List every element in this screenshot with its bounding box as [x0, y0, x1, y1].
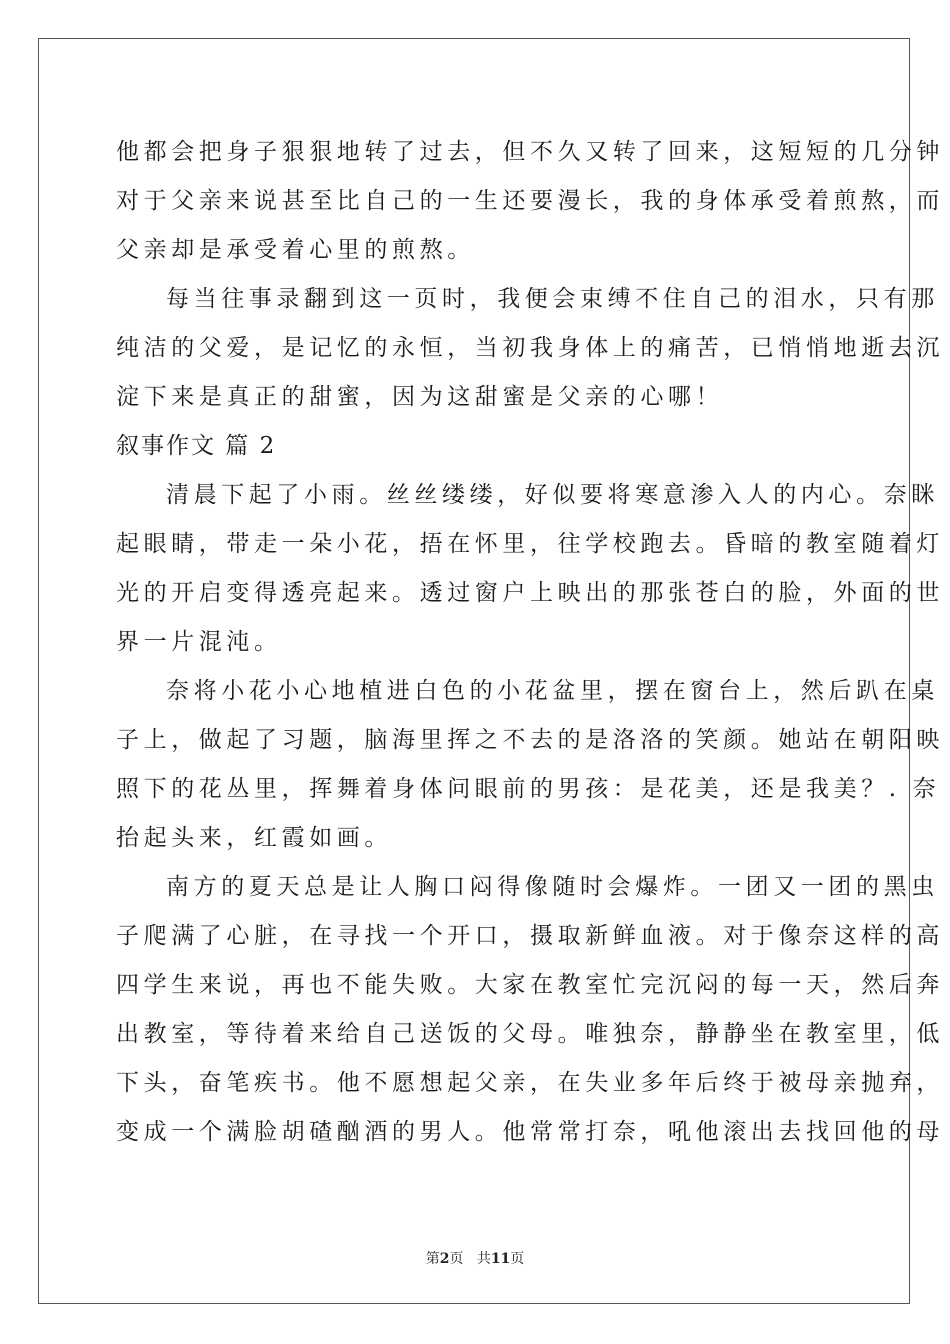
- text-line: 界一片混沌。: [116, 629, 282, 655]
- text-line: 光的开启变得透亮起来。透过窗户上映出的那张苍白的脸，外面的世: [116, 580, 944, 606]
- section-heading: 叙事作文 篇 2: [116, 433, 277, 459]
- text-line: 子上，做起了习题，脑海里挥之不去的是洛洛的笑颜。她站在朝阳映: [116, 727, 944, 753]
- document-body: [116, 128, 944, 1157]
- text-line: 变成一个满脸胡碴酗酒的男人。他常常打奈，吼他滚出去找回他的母: [116, 1119, 944, 1145]
- footer-page-number: 2: [439, 1251, 450, 1267]
- text-line: 清晨下起了小雨。丝丝缕缕，好似要将寒意渗入人的内心。奈眯: [166, 482, 939, 508]
- footer-page-suffix: 页: [449, 1251, 464, 1267]
- text-line: 子爬满了心脏，在寻找一个开口，摄取新鲜血液。对于像奈这样的高: [116, 923, 944, 949]
- footer-total-pages: 11: [490, 1251, 511, 1267]
- text-line: 父亲却是承受着心里的煎熬。: [116, 237, 475, 263]
- text-line: 他都会把身子狠狠地转了过去，但不久又转了回来，这短短的几分钟: [116, 139, 944, 165]
- page-footer: [0, 1248, 950, 1268]
- text-line: 南方的夏天总是让人胸口闷得像随时会爆炸。一团又一团的黑虫: [166, 874, 939, 900]
- footer-page-prefix: 第: [425, 1251, 440, 1267]
- text-line: 每当往事录翻到这一页时，我便会束缚不住自己的泪水，只有那: [166, 286, 939, 312]
- text-line: 出教室，等待着来给自己送饭的父母。唯独奈，静静坐在教室里，低: [116, 1021, 944, 1047]
- text-line: 奈将小花小心地植进白色的小花盆里，摆在窗台上，然后趴在桌: [166, 678, 939, 704]
- text-line: 抬起头来，红霞如画。: [116, 825, 392, 851]
- text-line: 淀下来是真正的甜蜜，因为这甜蜜是父亲的心哪！: [116, 384, 724, 410]
- footer-total-prefix: 共: [476, 1251, 491, 1267]
- text-line: 下头，奋笔疾书。他不愿想起父亲，在失业多年后终于被母亲抛弃，: [116, 1070, 944, 1096]
- text-line: 纯洁的父爱，是记忆的永恒，当初我身体上的痛苦，已悄悄地逝去沉: [116, 335, 944, 361]
- text-line: 四学生来说，再也不能失败。大家在教室忙完沉闷的每一天，然后奔: [116, 972, 944, 998]
- text-line: 对于父亲来说甚至比自己的一生还要漫长，我的身体承受着煎熬，而: [116, 188, 944, 214]
- text-line: 照下的花丛里，挥舞着身体问眼前的男孩：是花美，还是我美？. 奈: [116, 776, 941, 802]
- footer-total-suffix: 页: [510, 1251, 525, 1267]
- text-line: 起眼睛，带走一朵小花，捂在怀里，往学校跑去。昏暗的教室随着灯: [116, 531, 944, 557]
